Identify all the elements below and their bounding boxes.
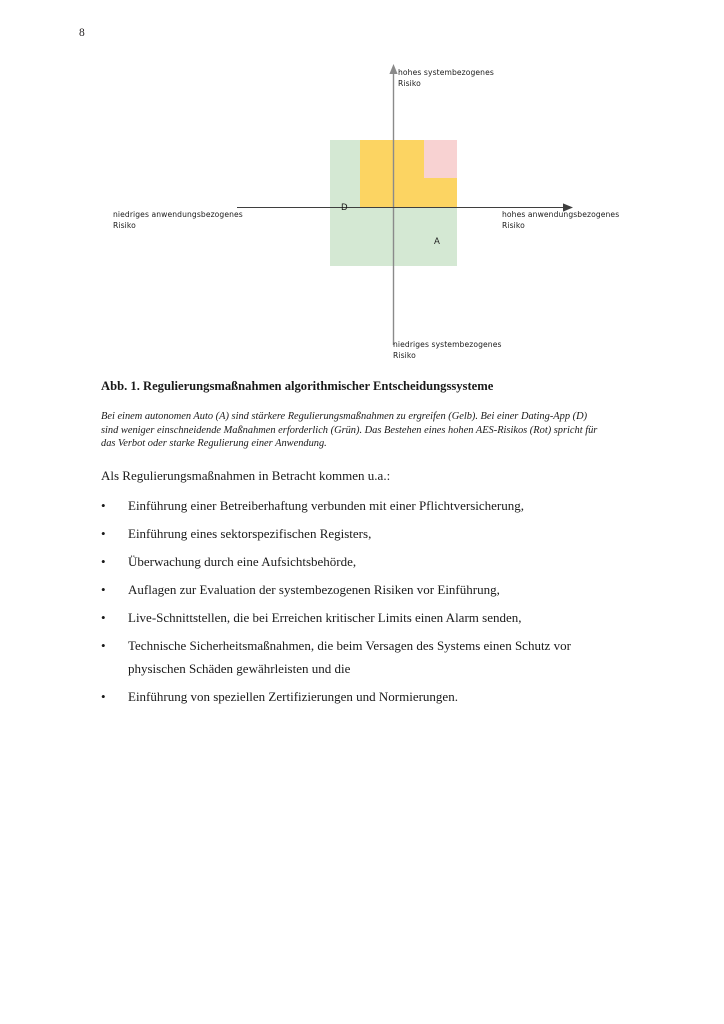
list-item [101, 550, 626, 573]
figure-caption-body: Bei einem autonomen Auto (A) sind stärkere Regulierungsmaßnahmen zu ergreifen (Gelb). Bei einer Dating-App (D) sind weniger einschneidende Maßnahmen erforderlich (Grün). Das Bestehen eines hohen AES-Risikos (Rot) spricht für das Verbot oder starke Regulierung einer Anwendung. [101, 411, 598, 450]
axis-label-left: niedriges anwendungsbezogenes Risiko [113, 210, 243, 230]
axis-label-bottom: niedriges systembezogenes Risiko [393, 340, 502, 360]
list-item-label: Einführung einer Betreiberhaftung verbunden mit einer Pflichtversicherung, [128, 498, 525, 513]
vertical-axis-arrowhead [389, 64, 397, 74]
list-item [101, 522, 626, 545]
list-item-label: Einführung eines sektorspezifischen Registers, [128, 526, 372, 541]
bullet-marker-icon: • [101, 554, 106, 569]
list-item-label: Live-Schnittstellen, die bei Erreichen kritischer Limits einen Alarm senden, [128, 610, 522, 625]
bullet-marker-icon: • [101, 498, 106, 513]
bullet-marker-icon: • [101, 610, 106, 625]
intro-paragraph: Als Regulierungsmaßnahmen in Betracht kommen u.a.: [101, 468, 391, 483]
bullet-marker-icon: • [101, 638, 106, 653]
list-item [101, 494, 626, 517]
bullet-marker-icon: • [101, 582, 106, 597]
figure-diagram [0, 55, 724, 365]
list-item-label: Einführung von speziellen Zertifizierungen und Normierungen. [128, 689, 458, 704]
list-item [101, 578, 626, 601]
list-item [101, 685, 626, 708]
page-number: 8 [79, 27, 85, 39]
marker-label-d: D [341, 203, 348, 213]
list-item-label: Technische Sicherheitsmaßnahmen, die beim Versagen des Systems einen Schutz vor physischen Schäden gewährleisten und die [128, 638, 571, 676]
regulation-measures-list [101, 494, 626, 713]
bullet-marker-icon: • [101, 526, 106, 541]
bullet-marker-icon: • [101, 689, 106, 704]
axis-label-top: hohes systembezogenes Risiko [398, 68, 494, 88]
pink-risk-rect [424, 140, 457, 178]
list-item-label: Auflagen zur Evaluation der systembezogenen Risiken vor Einführung, [128, 582, 500, 597]
list-item [101, 606, 626, 629]
list-item [101, 634, 626, 680]
marker-label-a: A [434, 237, 440, 247]
figure-caption-title: Abb. 1. Regulierungsmaßnahmen algorithmischer Entscheidungssysteme [101, 379, 494, 393]
list-item-label: Überwachung durch eine Aufsichtsbehörde, [128, 554, 357, 569]
axis-label-right: hohes anwendungsbezogenes Risiko [502, 210, 620, 230]
